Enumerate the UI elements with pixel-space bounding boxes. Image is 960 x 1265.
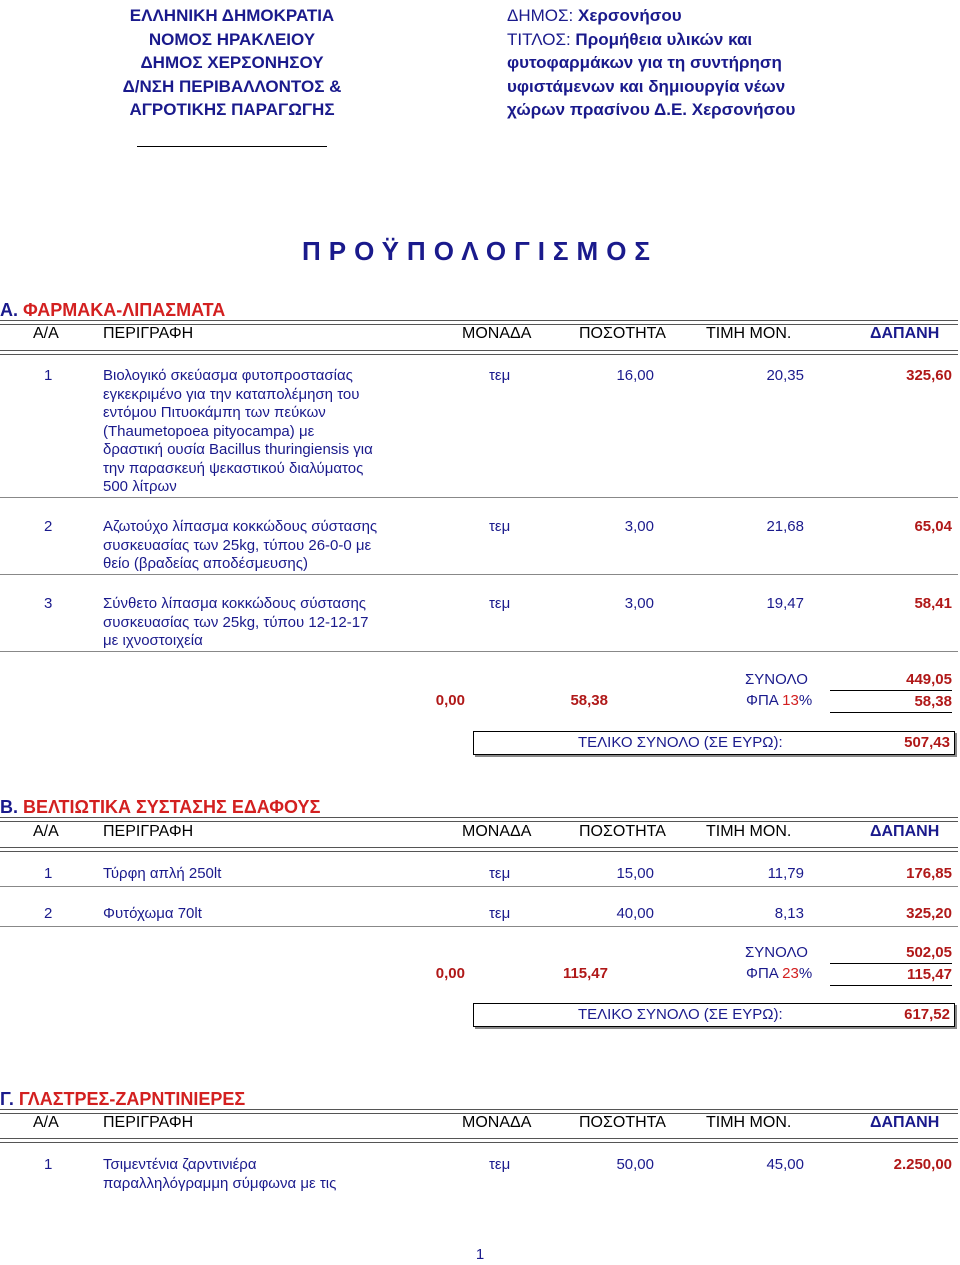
row-description (103, 1156, 453, 1193)
fpa-percent: % (798, 965, 813, 982)
col-posotita: ΠΟΣΟΤΗΤΑ (579, 1114, 666, 1131)
aux-fpa-value: 115,47 (562, 965, 608, 982)
desc-line: Τύρφη απλή 250lt (103, 865, 222, 882)
col-aa: Α/Α (33, 1114, 59, 1131)
section-name: ΓΛΑΣΤΡΕΣ-ΖΑΡΝΤΙΝΙΕΡΕΣ (18, 1089, 246, 1109)
desc-line: Τσιμεντένια ζαρντινιέρα (103, 1156, 257, 1173)
dimos-value: Χερσονήσου (577, 6, 682, 25)
grand-total-value: 617,52 (904, 1006, 950, 1023)
row-rule (0, 651, 958, 652)
grand-total-label: ΤΕΛΙΚΟ ΣΥΝΟΛΟ (ΣΕ ΕΥΡΩ): (578, 734, 783, 751)
row-aa: 3 (44, 595, 53, 612)
issuer-line: Δ/ΝΣΗ ΠΕΡΙΒΑΛΛΟΝΤΟΣ & (122, 76, 342, 96)
fpa-label: ΦΠΑ (746, 692, 778, 709)
section-b-title (0, 797, 320, 818)
document-title: ΠΡΟΫΠΟΛΟΓΙΣΜΟΣ (301, 236, 659, 266)
row-cost: 325,60 (906, 367, 952, 384)
col-monada: ΜΟΝΑΔΑ (462, 325, 532, 342)
desc-line: συσκευασίας των 25kg, τύπου 12-12-17 (103, 613, 369, 631)
issuer-line: ΝΟΜΟΣ ΗΡΑΚΛΕΙΟΥ (148, 29, 316, 49)
titlos-value-line: χώρων πρασίνου Δ.Ε. Χερσονήσου (507, 100, 796, 119)
section-letter: Β. (0, 797, 18, 817)
titlos-label: ΤΙΤΛΟΣ: (507, 29, 571, 49)
sum-value: 449,05 (830, 671, 952, 691)
col-posotita: ΠΟΣΟΤΗΤΑ (579, 325, 666, 342)
row-unit-price: 11,79 (767, 865, 804, 882)
row-cost: 2.250,00 (893, 1156, 952, 1173)
section-letter: Γ. (0, 1089, 14, 1109)
col-posotita: ΠΟΣΟΤΗΤΑ (579, 823, 666, 840)
row-description (103, 595, 453, 651)
titlos-value-line: υφιστάμενων και δημιουργία νέων (507, 76, 786, 96)
section-name: ΒΕΛΤΙΩΤΙΚΑ ΣΥΣΤΑΣΗΣ ΕΔΑΦΟΥΣ (23, 797, 321, 817)
grand-total-label: ΤΕΛΙΚΟ ΣΥΝΟΛΟ (ΣΕ ΕΥΡΩ): (578, 1006, 783, 1023)
desc-line: Φυτόχωμα 70lt (103, 905, 202, 922)
desc-line: 500 λίτρων (103, 478, 177, 495)
row-unit-price: 20,35 (766, 367, 804, 384)
desc-line: την παρασκευή ψεκαστικού διαλύματος (103, 459, 364, 477)
issuer-line: ΕΛΛΗΝΙΚΗ ΔΗΜΟΚΡΑΤΙΑ (129, 6, 335, 25)
header-rule (0, 817, 958, 822)
desc-line: με ιχνοστοιχεία (103, 632, 203, 649)
col-timi: ΤΙΜΗ ΜΟΝ. (706, 325, 792, 342)
row-quantity: 40,00 (616, 905, 654, 922)
desc-line: Αζωτούχο λίπασμα κοκκώδους σύστασης (103, 518, 378, 535)
fpa-label: ΦΠΑ (746, 965, 778, 982)
col-perigrafi: ΠΕΡΙΓΡΑΦΗ (103, 325, 194, 342)
desc-line: παραλληλόγραμμη σύμφωνα με τις (103, 1174, 337, 1192)
row-unit: τεμ (489, 367, 511, 384)
row-rule (0, 574, 958, 575)
col-aa: Α/Α (33, 325, 59, 342)
section-name: ΦΑΡΜΑΚΑ-ΛΙΠΑΣΜΑΤΑ (23, 300, 226, 320)
fpa-value: 58,38 (830, 693, 952, 713)
titlos-value-line: Προμήθεια υλικών και (575, 29, 753, 49)
row-aa: 2 (44, 905, 53, 922)
sum-label: ΣΥΝΟΛΟ (745, 671, 808, 688)
row-cost: 58,41 (914, 595, 952, 612)
page-number: 1 (475, 1246, 485, 1263)
row-aa: 1 (44, 1156, 53, 1173)
col-monada: ΜΟΝΑΔΑ (462, 823, 532, 840)
row-description (103, 518, 453, 574)
desc-line: θείο (βραδείας αποδέσμευσης) (103, 555, 308, 572)
row-unit-price: 8,13 (774, 905, 804, 922)
row-rule (0, 497, 958, 498)
issuer-block (92, 4, 372, 147)
fpa-rate: 23 (782, 965, 799, 982)
aux-zero-value: 0,00 (435, 965, 465, 982)
desc-line: εγκεκριμένο για την καταπολέμηση του (103, 385, 360, 403)
row-description (103, 865, 453, 884)
aux-zero-value: 0,00 (435, 692, 465, 709)
row-quantity: 3,00 (624, 595, 654, 612)
row-description (103, 905, 453, 924)
fpa-value: 115,47 (830, 966, 952, 986)
header-rule (0, 847, 958, 852)
row-aa: 1 (44, 865, 53, 882)
col-timi: ΤΙΜΗ ΜΟΝ. (706, 823, 792, 840)
row-cost: 176,85 (906, 865, 952, 882)
header-rule (0, 350, 958, 355)
col-dapani: ΔΑΠΑΝΗ (870, 823, 940, 840)
row-unit: τεμ (489, 1156, 511, 1173)
col-dapani: ΔΑΠΑΝΗ (870, 325, 940, 342)
desc-line: συσκευασίας των 25kg, τύπου 26-0-0 με (103, 536, 372, 554)
row-unit: τεμ (489, 865, 511, 882)
col-timi: ΤΙΜΗ ΜΟΝ. (706, 1114, 792, 1131)
row-rule (0, 886, 958, 887)
section-c-title (0, 1089, 245, 1110)
row-aa: 1 (44, 367, 53, 384)
row-cost: 325,20 (906, 905, 952, 922)
issuer-line: ΑΓΡΟΤΙΚΗΣ ΠΑΡΑΓΩΓΗΣ (129, 100, 335, 119)
desc-line: Βιολογικό σκεύασμα φυτοπροστασίας (103, 367, 353, 384)
section-a-title (0, 300, 225, 321)
row-cost: 65,04 (914, 518, 952, 535)
col-monada: ΜΟΝΑΔΑ (462, 1114, 532, 1131)
desc-line: (Thaumetopoea pityocampa) με (103, 422, 315, 440)
sum-value: 502,05 (830, 944, 952, 964)
titlos-value-line: φυτοφαρμάκων για τη συντήρηση (507, 53, 782, 72)
grand-total-box (473, 1003, 955, 1027)
fpa-rate: 13 (782, 692, 799, 709)
col-dapani: ΔΑΠΑΝΗ (870, 1114, 940, 1131)
aux-fpa-value: 58,38 (570, 692, 608, 709)
fpa-label-group (746, 965, 812, 984)
row-quantity: 16,00 (616, 367, 654, 384)
row-unit: τεμ (489, 518, 511, 535)
sum-label: ΣΥΝΟΛΟ (745, 944, 808, 961)
row-unit-price: 19,47 (766, 595, 804, 612)
fpa-percent: % (798, 692, 813, 709)
grand-total-box (473, 731, 955, 755)
header-rule (0, 1138, 958, 1143)
issuer-line: ΔΗΜΟΣ ΧΕΡΣΟΝΗΣΟΥ (140, 53, 324, 72)
signature-line (137, 146, 327, 147)
col-perigrafi: ΠΕΡΙΓΡΑΦΗ (103, 823, 194, 840)
project-block (507, 4, 907, 122)
row-unit-price: 45,00 (766, 1156, 804, 1173)
desc-line: δραστική ουσία Bacillus thuringiensis για (103, 441, 373, 458)
desc-line: Σύνθετο λίπασμα κοκκώδους σύστασης (103, 595, 367, 612)
col-aa: Α/Α (33, 823, 59, 840)
desc-line: εντόμου Πιτυοκάμπη των πεύκων (103, 404, 326, 421)
row-unit-price: 21,68 (766, 518, 804, 535)
col-perigrafi: ΠΕΡΙΓΡΑΦΗ (103, 1114, 194, 1131)
row-quantity: 15,00 (616, 865, 654, 882)
row-rule (0, 926, 958, 927)
row-description (103, 367, 453, 497)
row-unit: τεμ (489, 905, 511, 922)
row-aa: 2 (44, 518, 53, 535)
fpa-label-group (746, 692, 812, 711)
row-quantity: 50,00 (616, 1156, 654, 1173)
dimos-label: ΔΗΜΟΣ: (507, 6, 574, 25)
row-quantity: 3,00 (624, 518, 654, 535)
grand-total-value: 507,43 (904, 734, 950, 751)
row-unit: τεμ (489, 595, 511, 612)
section-letter: Α. (0, 300, 18, 320)
